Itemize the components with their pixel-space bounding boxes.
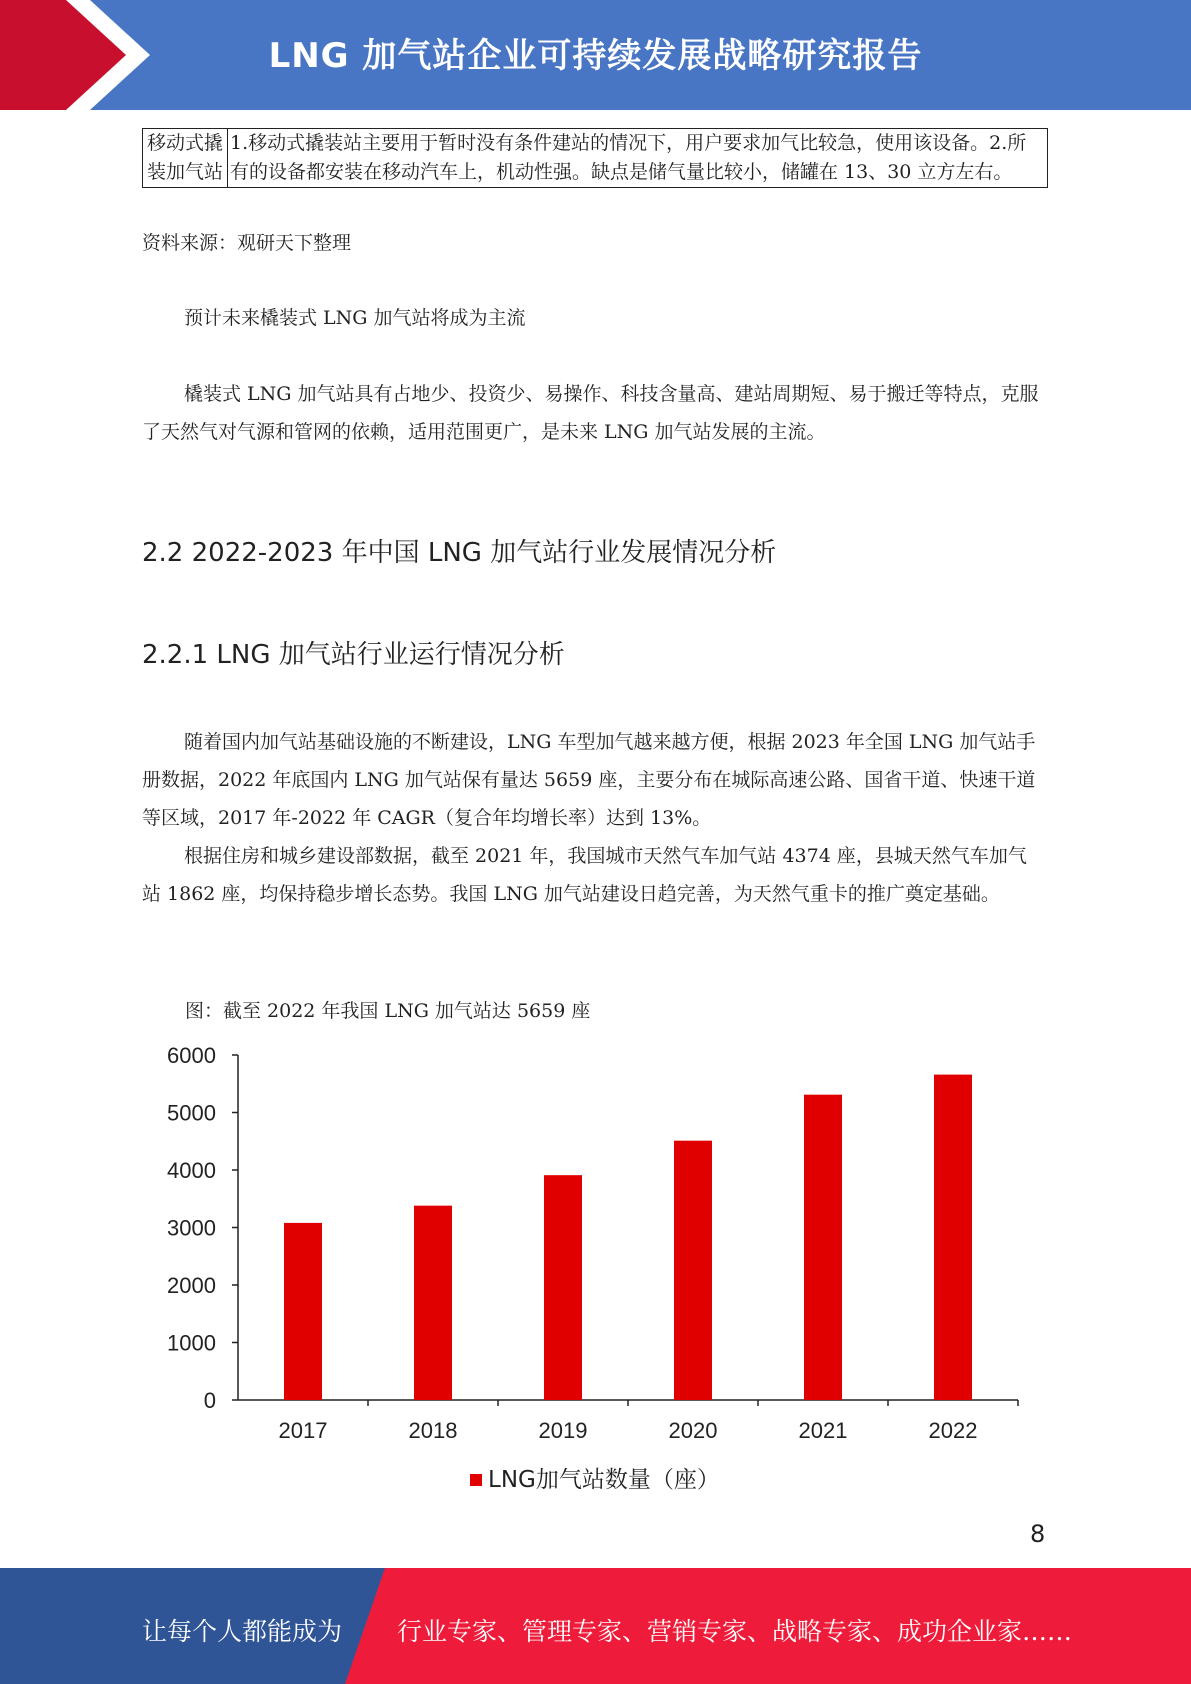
y-tick-label: 5000 — [167, 1100, 216, 1126]
chart-bar — [544, 1175, 582, 1400]
page-number: 8 — [1030, 1520, 1046, 1548]
table-row — [143, 129, 1048, 188]
paragraph-4: 根据住房和城乡建设部数据，截至 2021 年，我国城市天然气车加气站 4374 座，县城天然气车加气站 1862 座，均保持稳步增长态势。我国 LNG 加气站建设日趋完善，为天然气重卡的推广奠定基础。 — [142, 845, 1027, 905]
section-heading: 2.2 2022-2023 年中国 LNG 加气站行业发展情况分析 — [142, 538, 777, 568]
x-tick-label: 2020 — [668, 1418, 718, 1443]
legend-label: LNG加气站数量（座） — [488, 1467, 720, 1493]
subsection-heading: 2.2.1 LNG 加气站行业运行情况分析 — [142, 640, 565, 670]
y-tick-label: 1000 — [167, 1330, 216, 1356]
chart-bar — [414, 1206, 452, 1400]
y-tick-label: 0 — [203, 1388, 216, 1413]
figure-caption: 图：截至 2022 年我国 LNG 加气站达 5659 座 — [185, 1000, 591, 1022]
y-tick-label: 2000 — [167, 1273, 216, 1298]
chart-bar — [674, 1141, 712, 1400]
legend-swatch — [470, 1474, 482, 1486]
y-tick-label: 6000 — [167, 1043, 216, 1068]
chart-bar — [284, 1223, 322, 1400]
x-tick-label: 2022 — [928, 1418, 978, 1443]
chart-bar — [934, 1075, 972, 1400]
x-tick-label: 2017 — [278, 1418, 328, 1443]
bar-chart — [142, 1030, 1042, 1520]
footer-slogan-left: 让每个人都能成为 — [142, 1617, 343, 1646]
x-tick-label: 2018 — [408, 1418, 458, 1443]
source-note: 资料来源：观研天下整理 — [142, 232, 352, 254]
page-header — [0, 0, 1191, 110]
paragraph-2: 橇装式 LNG 加气站具有占地少、投资少、易操作、科技含量高、建站周期短、易于搬迁等特点，克服了天然气对气源和管网的依赖，适用范围更广，是未来 LNG 加气站发展的主流。 — [142, 383, 1039, 443]
header-title: LNG 加气站企业可持续发展战略研究报告 — [268, 36, 923, 76]
y-tick-label: 4000 — [167, 1158, 216, 1183]
x-tick-label: 2019 — [538, 1418, 588, 1443]
footer-slogan-right: 行业专家、管理专家、营销专家、战略专家、成功企业家…… — [397, 1617, 1073, 1646]
page-footer — [0, 1568, 1191, 1684]
table-content-cell: 1.移动式撬装站主要用于暂时没有条件建站的情况下，用户要求加气比较急，使用该设备。2.所有的设备都安装在移动汽车上，机动性强。缺点是储气量比较小，储罐在 13、30 立方左右。 — [228, 129, 1048, 188]
paragraph-3: 随着国内加气站基础设施的不断建设，LNG 车型加气越来越方便，根据 2023 年全国 LNG 加气站手册数据，2022 年底国内 LNG 加气站保有量达 5659 座，主要分布在城际高速公路、国省干道、快速干道等区域，2017 年-2022 年 CAGR（复合年均增长率）达到 13%。 — [142, 731, 1036, 829]
table-label-cell: 移动式撬装加气站 — [143, 129, 228, 188]
paragraph-1: 预计未来橇装式 LNG 加气站将成为主流 — [184, 307, 526, 329]
y-tick-label: 3000 — [167, 1215, 216, 1241]
x-tick-label: 2021 — [798, 1418, 848, 1443]
chart-bar — [804, 1095, 842, 1400]
info-table — [142, 128, 1048, 188]
